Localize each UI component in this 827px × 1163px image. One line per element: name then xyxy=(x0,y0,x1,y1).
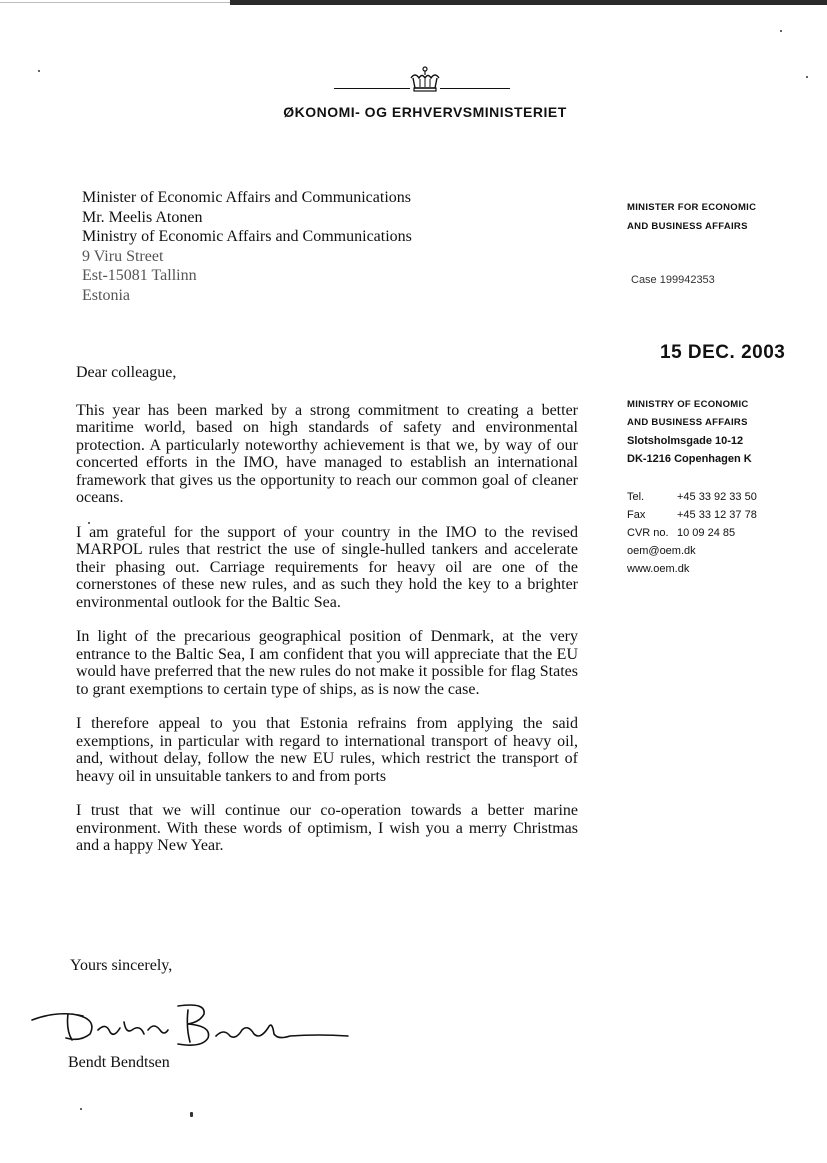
paragraph-5: I trust that we will continue our co-operation towards a better marine environment. With these words of optimism, I wish you a merry Christmas and a happy New Year. xyxy=(76,802,578,854)
crown-icon xyxy=(405,66,445,94)
scan-top-border xyxy=(0,0,827,6)
scan-speck xyxy=(88,522,90,524)
paragraph-1: This year has been marked by a strong commitment to creating a better maritime world, based on high standards of safety and environmental protection. A particularly noteworthy achievement is that we, by way of our concerted efforts in the IMO, have managed to establish an international framework that gives us the opportunity to reach our common goal of cleaner oceans. xyxy=(76,401,578,506)
header-rule-left xyxy=(334,88,410,89)
fax-row xyxy=(627,506,757,524)
recipient-street: 9 Viru Street xyxy=(82,247,164,265)
org-city: DK-1216 Copenhagen K xyxy=(627,453,752,465)
org-line2: AND BUSINESS AFFAIRS xyxy=(627,417,748,428)
salutation: Dear colleague, xyxy=(76,364,177,381)
sender-organization xyxy=(627,396,752,468)
org-line1: MINISTRY OF ECONOMIC xyxy=(627,399,749,410)
signature-icon xyxy=(28,1000,358,1060)
date-stamp: 15 DEC. 2003 xyxy=(660,342,786,363)
fax-label: Fax xyxy=(627,509,646,521)
closing: Yours sincerely, xyxy=(70,957,173,974)
ministry-letterhead: ØKONOMI- OG ERHVERVSMINISTERIET xyxy=(283,104,567,120)
sender-title xyxy=(627,198,756,236)
recipient-ministry: Ministry of Economic Affairs and Communications xyxy=(82,228,412,245)
paragraph-2: I am grateful for the support of your country in the IMO to the revised MARPOL rules that restrict the use of single-hulled tankers and accelerate their phasing out. Carriage requirements for heavy oil are one of the cornerstones of these new rules, and as such they hold the key to a brighter environmental outlook for the Baltic Sea. xyxy=(76,523,578,611)
cvr-row xyxy=(627,524,757,542)
sender-title-line1: MINISTER FOR ECONOMIC xyxy=(627,202,757,213)
paragraph-3: In light of the precarious geographical position of Denmark, at the very entrance to the Baltic Sea, I am confident that you will appreciate that the EU would have preferred that the new rules do not make it possible for flag States to grant exemptions to certain type of ships, as is now the case. xyxy=(76,628,578,698)
recipient-city: Est-15081 Tallinn xyxy=(82,267,197,284)
tel-label: Tel. xyxy=(627,491,645,503)
org-street: Slotsholmsgade 10-12 xyxy=(627,435,744,447)
cvr-label: CVR no. xyxy=(627,527,669,539)
sender-title-line2: AND BUSINESS AFFAIRS xyxy=(627,221,748,232)
fax-value: +45 33 12 37 78 xyxy=(677,509,757,521)
scan-speck xyxy=(806,76,808,78)
case-number: Case 199942353 xyxy=(631,274,715,286)
recipient-name: Mr. Meelis Atonen xyxy=(82,208,203,226)
tel-value: +45 33 92 33 50 xyxy=(677,491,757,503)
paragraph-4: I therefore appeal to you that Estonia refrains from applying the said exemptions, in particular with regard to international transport of heavy oil, and, without delay, follow the new EU rules, which restrict the transport of heavy oil in unsuitable tankers to and from ports xyxy=(76,715,578,785)
header-rule-right xyxy=(440,88,510,89)
tel-row xyxy=(627,488,757,506)
scan-speck xyxy=(780,30,782,32)
scan-speck xyxy=(80,1108,82,1110)
website: www.oem.dk xyxy=(627,563,690,575)
recipient-title: Minister of Economic Affairs and Communications xyxy=(82,189,411,206)
sender-contact xyxy=(627,488,757,578)
email-address: oem@oem.dk xyxy=(627,545,696,557)
cvr-value: 10 09 24 85 xyxy=(677,527,736,539)
signer-name: Bendt Bendtsen xyxy=(68,1054,170,1071)
scan-speck xyxy=(38,70,40,72)
recipient-address xyxy=(82,188,412,305)
scan-speck xyxy=(190,1112,193,1117)
letter-body xyxy=(76,364,578,872)
recipient-country: Estonia xyxy=(82,286,130,304)
